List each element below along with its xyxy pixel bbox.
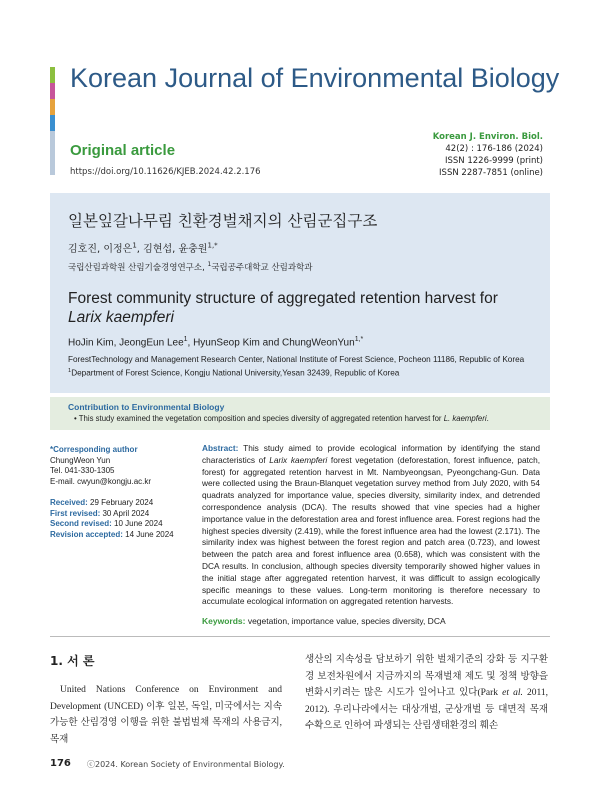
section-heading-introduction: 1. 서 론: [50, 654, 95, 668]
contribution-text: • This study examined the vegetation composition and species diversity of aggregated retention harvest for L. kaempferi.: [74, 414, 489, 423]
abstract: Abstract: This study aimed to provide ecological information by identifying the stand characteristics of Larix kaempferi forest vegetation (deforestation, forest influence, patch, forest) for aggregated retention harvest in Mt. Nambyeongsan, Pyeongchang-Gun. Data were collected using the Braun-Blanquet vegetation survey method from July 2020, with 54 quadrats analyzed for importance value, species diversity, similarity index, and detrended correspondence analysis (DCA). The results showed that vine species had a higher importance value in the deforestation area and forest influence area. Forest regions had the highest species diversity (2.419), while the forest influence area had the lowest (2.171). The similarity index was highest between the forest region and patch area (0.723), and lowest between the patch area and forest influence area (0.658), which was consistent with the DCA results. In conclusion, although species diversity temporarily showed higher values in the initial stage after aggregated retention harvest, it was difficult to assign ecologically specific meanings to these values. Long-term monitoring is therefore necessary to accumulate ecological information on aggregated retention harvests.: [202, 443, 541, 607]
journal-color-bar-blue: [50, 115, 55, 131]
korean-authors: 김호진, 이정은$^1$, 김현섭, 윤충원$^{1,*}$: [68, 241, 218, 255]
journal-abbrev: Korean J. Environ. Biol.: [432, 132, 543, 142]
issn-print: ISSN 1226-9999 (print): [445, 156, 543, 166]
page-number: 176: [50, 758, 71, 769]
doi-link[interactable]: https://doi.org/10.11626/KJEB.2024.42.2.176: [70, 167, 261, 177]
author-email[interactable]: E-mail. cwyun@kongju.ac.kr: [50, 476, 152, 486]
section-divider: [50, 636, 550, 637]
volume-info: 42(2) : 176-186 (2024): [445, 144, 543, 154]
intro-text-right: 생산의 지속성을 담보하기 위한 벌채기준의 강화 등 지구환경 보전차원에서 지금까지의 목재벌채 제도 및 정책 방향을 변화시키려는 많은 시도가 일어나고 있다(Park et al. 2011, 2012). 우리나라에서는 대상개벌, 군상개벌 등 대면적 목재수확으로 인하여 파생되는 산림생태환경의 훼손: [305, 655, 548, 731]
journal-color-bar-pink: [50, 83, 55, 99]
journal-color-bar-grey: [50, 131, 55, 175]
keywords: Keywords: vegetation, importance value, species diversity, DCA: [202, 616, 446, 626]
article-dates: Received: 29 February 2024 First revised: 30 April 2024 Second revised: 10 June 2024 Revision accepted: 14 June 2024: [50, 498, 174, 539]
issn-online: ISSN 2287-7851 (online): [439, 168, 543, 178]
corresponding-author: *Corresponding author ChungWeon Yun Tel. 041-330-1305 E-mail. cwyun@kongju.ac.kr: [50, 445, 152, 486]
copyright: ⓒ2024. Korean Society of Environmental Biology.: [87, 760, 285, 769]
journal-color-bar-orange: [50, 99, 55, 115]
english-affiliations: ForestTechnology and Management Research Center, National Institute of Forest Science, Pocheon 11186, Republic of Korea $^1$Department of Forest Science, Kongju National University,Yesan 32439, Republic of Korea: [68, 355, 525, 378]
english-title: Forest community structure of aggregated retention harvest for Larix kaempferi: [68, 290, 498, 326]
article-type: Original article: [70, 142, 176, 159]
korean-affiliations: 국립산림과학원 산림기술경영연구소, $^1$국립공주대학교 산림과학과: [68, 261, 313, 273]
journal-title: Korean Journal of Environmental Biology: [70, 63, 560, 93]
intro-text-left: United Nations Conference on Environment and Development (UNCED) 이후 일본, 독일, 미국에서는 지속가능한 산림경영 이행을 위한 불법벌채 목재의 사용금지, 목재: [50, 685, 282, 745]
korean-title: 일본잎갈나무림 친환경벌채지의 산림군집구조: [68, 212, 378, 230]
contribution-heading: Contribution to Environmental Biology: [68, 402, 225, 412]
english-authors: HoJin Kim, JeongEun Lee$^1$, HyunSeop Kim and ChungWeonYun$^{1,*}$: [68, 336, 364, 349]
citation-block: [433, 131, 543, 179]
journal-color-bar-green: [50, 67, 55, 83]
